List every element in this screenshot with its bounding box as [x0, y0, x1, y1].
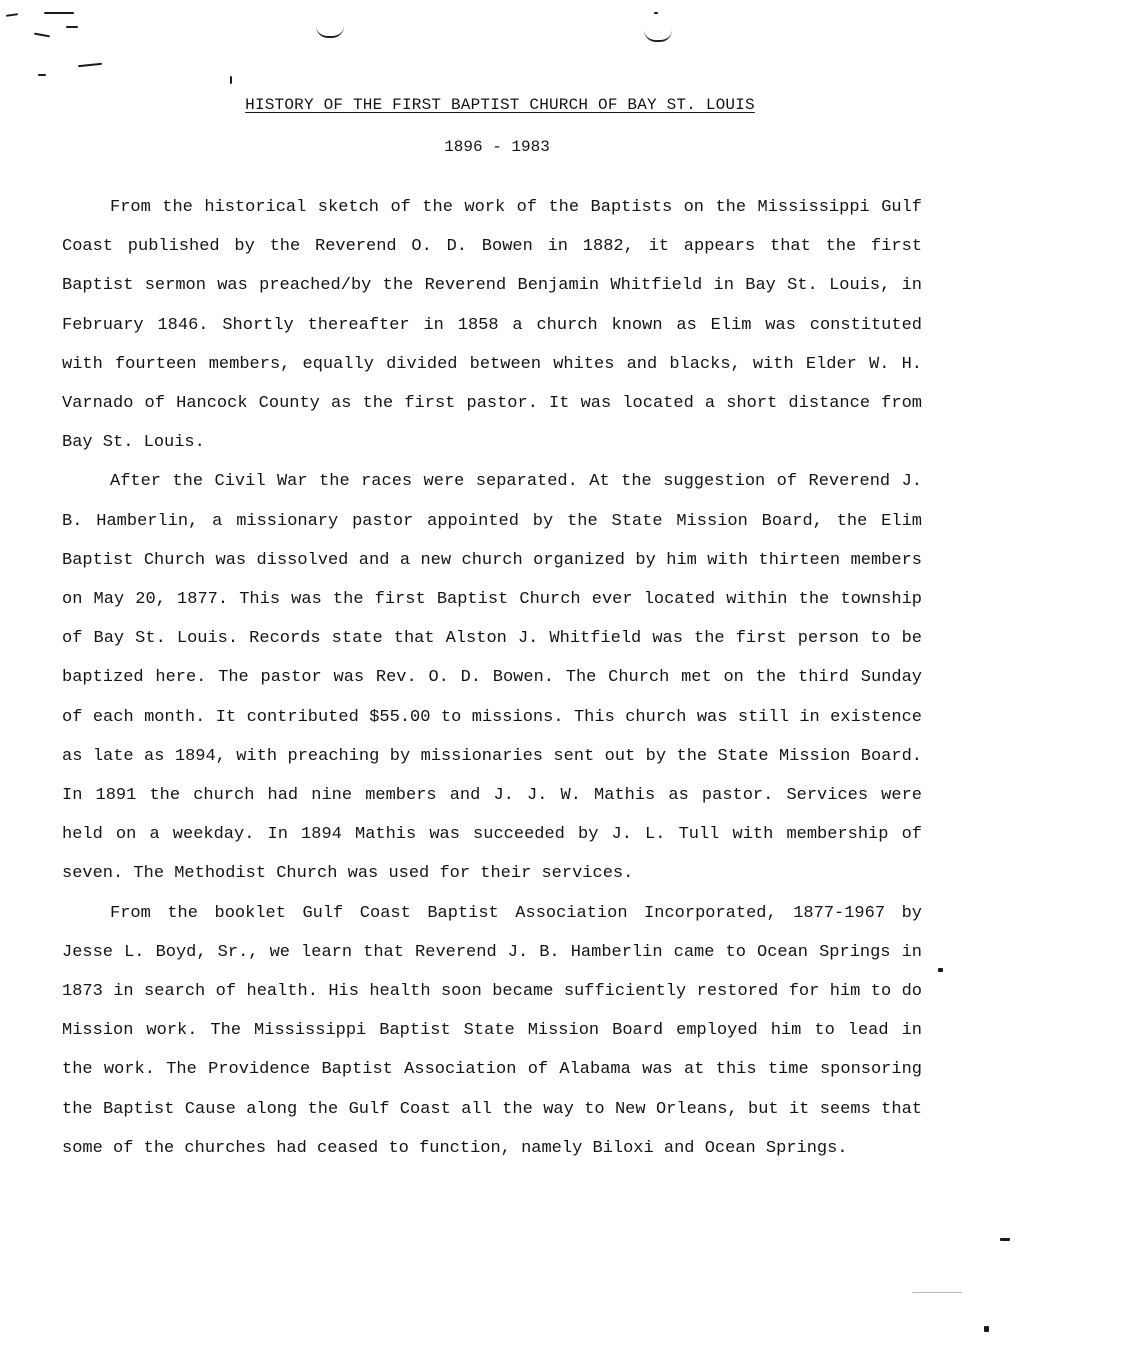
- scan-mark: [984, 1326, 989, 1332]
- scan-mark: [38, 74, 46, 76]
- scan-mark: [34, 33, 50, 38]
- paragraph: From the booklet Gulf Coast Baptist Association Incorporated, 1877-1967 by Jesse L. Boyd, Sr., we learn that Reverend J. B. Hamberlin came to Ocean Springs in 1873 in search of health. His health soon became sufficiently restored for him to do Mission work. The Mississippi Baptist State Mission Board employed him to lead in the work. The Providence Baptist Association of Alabama was at this time sponsoring the Baptist Cause along the Gulf Coast all the way to New Orleans, but it seems that some of the churches had ceased to function, namely Biloxi and Ocean Springs.: [62, 903, 922, 1158]
- document-body: [62, 188, 922, 1168]
- scan-mark: [912, 1292, 962, 1293]
- scan-mark: [44, 12, 74, 14]
- scan-mark: [644, 30, 672, 42]
- paragraph: From the historical sketch of the work of the Baptists on the Mississippi Gulf Coast published by the Reverend O. D. Bowen in 1882, it appears that the first Baptist sermon was preached/by the Reverend Benjamin Whitfield in Bay St. Louis, in February 1846. Shortly thereafter in 1858 a church known as Elim was constituted with fourteen members, equally divided between whites and blacks, with Elder W. H. Varnado of Hancock County as the first pastor. It was located a short distance from Bay St. Louis.: [62, 198, 922, 453]
- scan-mark: [78, 63, 102, 67]
- scan-mark: [230, 76, 232, 84]
- paragraph: After the Civil War the races were separated. At the suggestion of Reverend J. B. Hamberlin, a missionary pastor appointed by the State Mission Board, the Elim Baptist Church was dissolved and a new church organized by him with thirteen members on May 20, 1877. This was the first Baptist Church ever located within the township of Bay St. Louis. Records state that Alston J. Whitfield was the first person to be baptized here. The pastor was Rev. O. D. Bowen. The Church met on the third Sunday of each month. It contributed $55.00 to missions. This church was still in existence as late as 1894, with preaching by missionaries sent out by the State Mission Board. In 1891 the church had nine members and J. J. W. Mathis as pastor. Services were held on a weekday. In 1894 Mathis was succeeded by J. L. Tull with membership of seven. The Methodist Church was used for their services.: [62, 472, 922, 884]
- scan-mark: [938, 968, 943, 972]
- scan-mark: [66, 26, 78, 28]
- document-title: [0, 96, 1000, 114]
- scan-mark: [6, 13, 18, 17]
- document-years: 1896 - 1983: [444, 138, 550, 156]
- scan-mark: [316, 26, 344, 38]
- scan-mark: [654, 12, 658, 14]
- scan-mark: [1000, 1238, 1010, 1241]
- document-title-text: HISTORY OF THE FIRST BAPTIST CHURCH OF BAY ST. LOUIS: [245, 96, 755, 114]
